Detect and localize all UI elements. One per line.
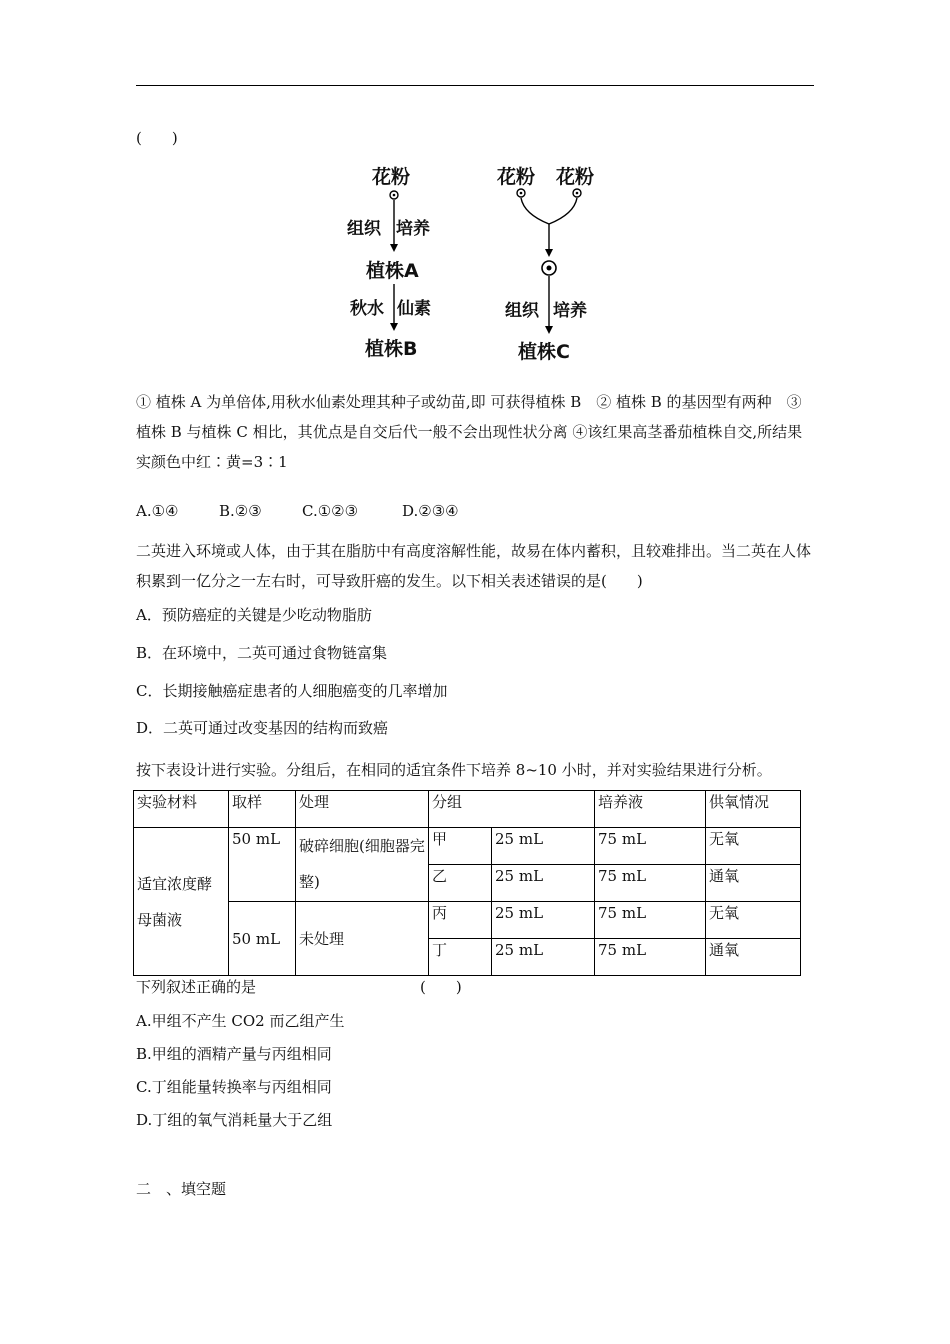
- diagram-plant-b: 植株B: [365, 338, 418, 360]
- q1-option-a: A.①④: [136, 502, 179, 520]
- q3-question: 下列叙述正确的是: [136, 978, 257, 996]
- table-header-row: [134, 791, 801, 828]
- group-cell: 丙: [429, 902, 492, 939]
- header-treatment: 处理: [296, 791, 429, 828]
- header-oxygen: 供氧情况: [706, 791, 801, 828]
- table-row: [134, 828, 801, 865]
- group-cell: 甲: [429, 828, 492, 865]
- diagram-left-pollen: 花粉: [372, 166, 411, 188]
- treatment-cell-b: 未处理: [296, 902, 429, 976]
- q3-option-d: D.丁组的氧气消耗量大于乙组: [136, 1111, 333, 1129]
- material-cell: 适宜浓度酵母菌液: [134, 828, 229, 976]
- q2-option-a: A．预防癌症的关键是少吃动物脂肪: [136, 606, 372, 624]
- volume-cell: 25 mL: [492, 828, 595, 865]
- q3-intro: 按下表设计进行实验。分组后，在相同的适宜条件下培养 8~10 小时，并对实验结果进行分析。: [136, 761, 772, 779]
- diagram-right-step-b: 培养: [553, 301, 587, 321]
- diagram-plant-a: 植株A: [366, 260, 419, 282]
- header-group: 分组: [429, 791, 595, 828]
- q3-option-a: A.甲组不产生 CO2 而乙组产生: [136, 1012, 345, 1030]
- diagram-right-pollen-a: 花粉: [497, 166, 536, 188]
- diagram-left-step1-a: 组织: [347, 219, 381, 239]
- oxygen-cell: 通氧: [706, 865, 801, 902]
- group-cell: 丁: [429, 939, 492, 976]
- sample-cell-b: 50 mL: [229, 902, 296, 976]
- q2-option-d: D．二英可通过改变基因的结构而致癌: [136, 719, 389, 737]
- q1-option-b: B.②③: [219, 502, 262, 520]
- diagram-right-pollen-b: 花粉: [556, 166, 595, 188]
- q2-stem: 二英进入环境或人体，由于其在脂肪中有高度溶解性能，故易在体内蓄积，且较难排出。当二英在人体积累到一亿分之一左右时，可导致肝癌的发生。以下相关表述错误的是( ): [136, 542, 812, 590]
- merge-curve: [521, 198, 577, 224]
- diagram-arrows: [0, 0, 950, 400]
- diagram-left-step1-b: 培养: [396, 219, 430, 239]
- diagram-left-step2-a: 秋水: [350, 299, 384, 319]
- q3-option-c: C.丁组能量转换率与丙组相同: [136, 1078, 332, 1096]
- diagram-right-step-a: 组织: [505, 301, 539, 321]
- q3-blank: ( ): [420, 978, 462, 996]
- treatment-cell-a: 破碎细胞(细胞器完整): [296, 828, 429, 902]
- q2-option-b: B．在环境中，二英可通过食物链富集: [136, 644, 388, 662]
- q3-option-b: B.甲组的酒精产量与丙组相同: [136, 1045, 332, 1063]
- medium-cell: 75 mL: [595, 828, 706, 865]
- q1-option-c: C.①②③: [302, 502, 359, 520]
- volume-cell: 25 mL: [492, 902, 595, 939]
- pollen-dot-icon: [390, 191, 398, 199]
- medium-cell: 75 mL: [595, 865, 706, 902]
- volume-cell: 25 mL: [492, 939, 595, 976]
- header-sample: 取样: [229, 791, 296, 828]
- group-cell: 乙: [429, 865, 492, 902]
- diagram-plant-c: 植株C: [518, 341, 570, 363]
- diagram-left-step2-b: 仙素: [397, 299, 431, 319]
- q1-blank: ( ): [136, 129, 178, 147]
- fused-cell-icon: [542, 261, 556, 275]
- q1-option-d: D.②③④: [402, 502, 459, 520]
- medium-cell: 75 mL: [595, 939, 706, 976]
- medium-cell: 75 mL: [595, 902, 706, 939]
- section-heading: 二 、填空题: [136, 1180, 227, 1198]
- table-row: [134, 902, 801, 939]
- q2-option-c: C．长期接触癌症患者的人细胞癌变的几率增加: [136, 682, 448, 700]
- oxygen-cell: 通氧: [706, 939, 801, 976]
- q1-statements: ① 植株 A 为单倍体,用秋水仙素处理其种子或幼苗,即 可获得植株 B ② 植株 B 的基因型有两种 ③植株 B 与植株 C 相比，其优点是自交后代一般不会出现性状分离 ④该红果高茎番茄植株自交,所结果实颜色中红∶黄=3∶1: [136, 393, 803, 471]
- pollen-dot-icon: [573, 189, 581, 197]
- pollen-dot-icon: [517, 189, 525, 197]
- oxygen-cell: 无氧: [706, 902, 801, 939]
- volume-cell: 25 mL: [492, 865, 595, 902]
- oxygen-cell: 无氧: [706, 828, 801, 865]
- header-medium: 培养液: [595, 791, 706, 828]
- sample-cell-a: 50 mL: [229, 828, 296, 902]
- experiment-table: [133, 790, 801, 976]
- header-material: 实验材料: [134, 791, 229, 828]
